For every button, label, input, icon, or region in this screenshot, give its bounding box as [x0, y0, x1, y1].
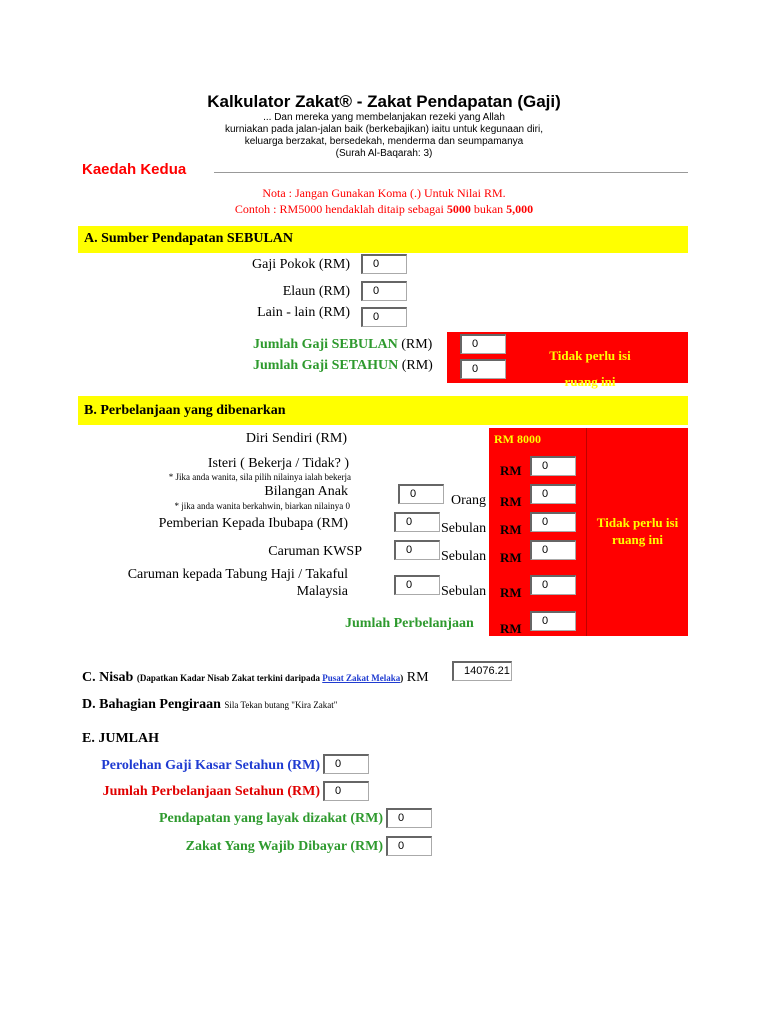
tabung-label-1: Caruman kepada Tabung Haji / Takaful [127, 567, 348, 582]
layak-field: 0 [386, 808, 432, 828]
pusat-zakat-link[interactable]: Pusat Zakat Melaka [322, 673, 401, 683]
jumlah-sebulan-text: Jumlah Gaji SEBULAN [253, 337, 398, 352]
kwsp-label: Caruman KWSP [268, 544, 362, 559]
lain-input[interactable]: 0 [361, 307, 407, 327]
gaji-pokok-input[interactable]: 0 [361, 254, 407, 274]
jumlah-setahun-field: 0 [460, 359, 506, 379]
rm-label: RM [500, 522, 522, 537]
section-a-no-fill-note [520, 343, 660, 395]
note-line-2 [0, 201, 768, 217]
ibubapa-label: Pemberian Kepada Ibubapa (RM) [158, 516, 348, 531]
wajib-field: 0 [386, 836, 432, 856]
rm-label: RM [500, 463, 522, 478]
gaji-pokok-label: Gaji Pokok (RM) [252, 257, 350, 272]
jumlah-perbelanjaan-field: 0 [530, 611, 576, 631]
isteri-label: Isteri ( Bekerja / Tidak? ) [207, 456, 349, 471]
anak-label: Bilangan Anak [264, 484, 348, 499]
rm-label: RM [500, 585, 522, 600]
layak-label: Pendapatan yang layak dizakat (RM) [158, 811, 383, 826]
perolehan-field: 0 [323, 754, 369, 774]
quote-line: ... Dan mereka yang membelanjakan rezeki yang Allah [263, 112, 505, 123]
elaun-input[interactable]: 0 [361, 281, 407, 301]
note-mid: bukan [470, 202, 507, 216]
rm-suffix: (RM) [401, 358, 433, 373]
jumlah-sebulan-label [253, 337, 432, 353]
rm-label: RM [500, 621, 522, 636]
rm-suffix: (RM) [401, 337, 433, 352]
anak-count-input[interactable]: 0 [398, 484, 444, 504]
jumlah-setahun-label [253, 358, 433, 374]
perolehan-label: Perolehan Gaji Kasar Setahun (RM) [101, 758, 320, 773]
no-fill-line: Tidak perlu isi [596, 515, 679, 530]
perbelanjaan-setahun-field: 0 [323, 781, 369, 801]
nisab-note-prefix: (Dapatkan Kadar Nisab Zakat terkini daripada [136, 673, 323, 683]
sebulan-label: Sebulan [441, 549, 487, 564]
ibubapa-input[interactable]: 0 [394, 512, 440, 532]
quote-line: (Surah Al-Baqarah: 3) [335, 148, 433, 159]
note-prefix: Contoh : RM5000 hendaklah ditaip sebagai [234, 202, 447, 216]
section-b-title: B. Perbelanjaan yang dibenarkan [84, 403, 286, 418]
wajib-label: Zakat Yang Wajib Dibayar (RM) [185, 839, 383, 854]
quote-block [0, 112, 768, 160]
rm-label: RM [406, 670, 429, 685]
sebulan-label: Sebulan [441, 521, 487, 536]
tabung-field: 0 [530, 575, 576, 595]
nisab-field: 14076.21 [452, 661, 512, 681]
orang-label: Orang [451, 493, 486, 508]
elaun-label: Elaun (RM) [282, 284, 350, 299]
section-b-no-fill-note [587, 514, 688, 548]
no-fill-line: ruang ini [564, 374, 616, 389]
section-a-header [78, 226, 688, 253]
method-heading: Kaedah Kedua [82, 161, 187, 178]
jumlah-sebulan-field: 0 [460, 334, 506, 354]
page-title: Kalkulator Zakat® - Zakat Pendapatan (Gaji) [207, 92, 561, 111]
quote-line: kurniakan pada jalan-jalan baik (berkebajikan) iaitu untuk kegunaan diri, [225, 124, 543, 135]
isteri-field: 0 [530, 456, 576, 476]
diri-value: RM 8000 [494, 432, 541, 446]
section-b-header [78, 396, 688, 425]
pengiraan-note: Sila Tekan butang "Kira Zakat" [224, 700, 338, 710]
ibubapa-field: 0 [530, 512, 576, 532]
note-good-example: 5000 [446, 202, 471, 216]
anak-field: 0 [530, 484, 576, 504]
diri-label: Diri Sendiri (RM) [245, 431, 347, 446]
no-fill-line: ruang ini [612, 532, 663, 547]
jumlah-heading: E. JUMLAH [82, 731, 159, 746]
note-bad-example: 5,000 [506, 202, 534, 216]
tabung-input[interactable]: 0 [394, 575, 440, 595]
nisab-note-suffix: ) [400, 673, 404, 683]
anak-note: * jika anda wanita berkahwin, biarkan nilainya 0 [174, 501, 350, 511]
jumlah-setahun-text: Jumlah Gaji SETAHUN [253, 358, 399, 373]
rm-label: RM [500, 550, 522, 565]
jumlah-perbelanjaan-label: Jumlah Perbelanjaan [345, 616, 474, 631]
nisab-label: C. Nisab [82, 670, 134, 685]
no-fill-line: Tidak perlu isi [549, 348, 631, 363]
pengiraan-label: D. Bahagian Pengiraan [82, 697, 221, 712]
kwsp-input[interactable]: 0 [394, 540, 440, 560]
nisab-note [137, 673, 403, 683]
lain-label: Lain - lain (RM) [257, 305, 350, 320]
kwsp-field: 0 [530, 540, 576, 560]
divider [214, 172, 688, 173]
note-block [0, 185, 768, 217]
perbelanjaan-setahun-label: Jumlah Perbelanjaan Setahun (RM) [102, 784, 320, 799]
rm-label: RM [500, 494, 522, 509]
pengiraan-row [82, 697, 337, 713]
section-a-title: A. Sumber Pendapatan SEBULAN [84, 231, 294, 246]
tabung-label-2: Malaysia [296, 584, 348, 599]
note-line-1: Nota : Jangan Gunakan Koma (.) Untuk Nilai RM. [262, 186, 506, 200]
isteri-note: * Jika anda wanita, sila pilih nilainya ialah bekerja [168, 472, 351, 482]
sebulan-label: Sebulan [441, 584, 487, 599]
nisab-row [82, 670, 429, 686]
quote-line: keluarga berzakat, bersedekah, menderma dan seumpamanya [244, 136, 524, 147]
